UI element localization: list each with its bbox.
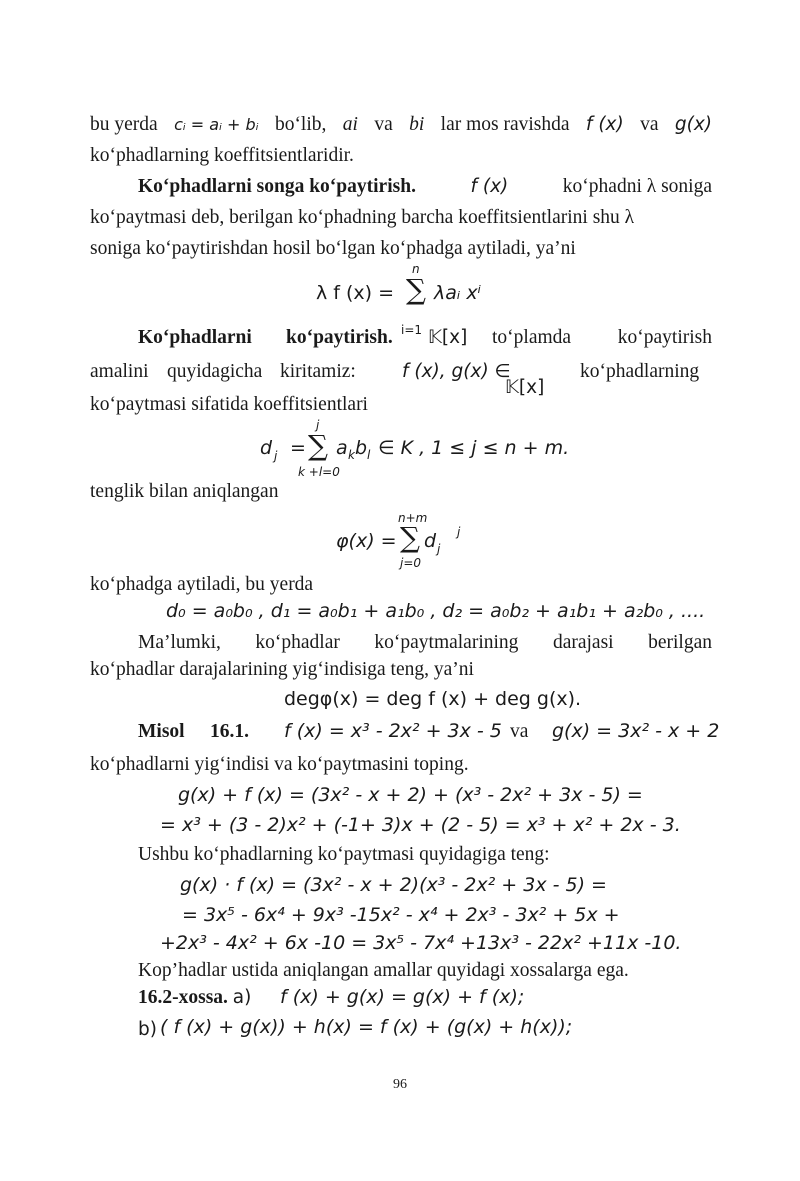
sum-lower-limit: i=1: [401, 323, 423, 337]
section-heading: Ko‘phadlarni: [138, 327, 252, 348]
text-line: ko‘phadlar darajalarining yig‘indisiga teng, ya’ni: [90, 659, 474, 680]
equation-sum-result: = x³ + (3 - 2)x² + (-1+ 3)x + (2 - 5) = x³ + x² + 2x - 3.: [160, 814, 681, 836]
section-heading: Ko‘phadlarni songa ko‘paytirish.: [138, 176, 416, 197]
text-line: Ko‘phadlarni songa ko‘paytirish. f (x) ko‘phadni λ soniga: [138, 176, 712, 197]
property-heading: 16.2-xossa. a): [138, 987, 252, 1008]
text-line: Ma’lumki, ko‘phadlar ko‘paytmalarining darajasi berilgan: [138, 632, 712, 653]
text-line: ko‘phadga aytiladi, bu yerda: [90, 574, 314, 595]
text-line: [138, 326, 252, 350]
property-a: f (x) + g(x) = g(x) + f (x);: [280, 986, 525, 1008]
text-line: ko‘phadlarning koeffitsientlaridir.: [90, 145, 354, 166]
equation-product-expanded: = 3x⁵ - 6x⁴ + 9x³ -15x² - x⁴ + 2x³ - 3x² + 5x +: [182, 904, 620, 926]
equation-product: g(x) · f (x) = (3x² - x + 2)(x³ - 2x² + 3x - 5) =: [180, 874, 607, 896]
text-line: soniga ko‘paytirishdan hosil bo‘lgan ko‘phadga aytiladi, ya’ni: [90, 238, 576, 259]
equation-coefficients: d₀ = a₀b₀ , d₁ = a₀b₁ + a₁b₀ , d₂ = a₀b₂ + a₁b₁ + a₂b₀ , ....: [166, 600, 706, 622]
equation-degree: degφ(x) = deg f (x) + deg g(x).: [284, 688, 582, 710]
text-line: Ushbu ko‘phadlarning ko‘paytmasi quyidagiga teng:: [138, 844, 550, 865]
property-b: ( f (x) + g(x)) + h(x) = f (x) + (g(x) + h(x));: [160, 1016, 573, 1038]
text-line: ko‘phadlarni yig‘indisi va ko‘paytmasini toping.: [90, 754, 469, 775]
text-line: ko‘paytmasi deb, berilgan ko‘phadning barcha koeffitsientlarini shu λ: [90, 207, 635, 228]
text-line: tenglik bilan aniqlangan: [90, 481, 279, 502]
text-line: ko‘paytmasi sifatida koeffitsientlari: [90, 394, 368, 415]
page-number: 96: [393, 1077, 407, 1092]
equation-product-result: +2x³ - 4x² + 6x -10 = 3x⁵ - 7x⁴ +13x³ - 22x² +11x -10.: [160, 932, 682, 954]
equation-sum: g(x) + f (x) = (3x² - x + 2) + (x³ - 2x² + 3x - 5) =: [178, 784, 643, 806]
text-line: Kop’hadlar ustida aniqlangan amallar quyidagi xossalarga ega.: [138, 960, 629, 981]
example-heading: Misol: [138, 721, 185, 742]
text-line: bu yerda cᵢ = aᵢ + bᵢ bo‘lib, ai va bi lar mos ravishda f (x) va g(x): [90, 114, 712, 135]
